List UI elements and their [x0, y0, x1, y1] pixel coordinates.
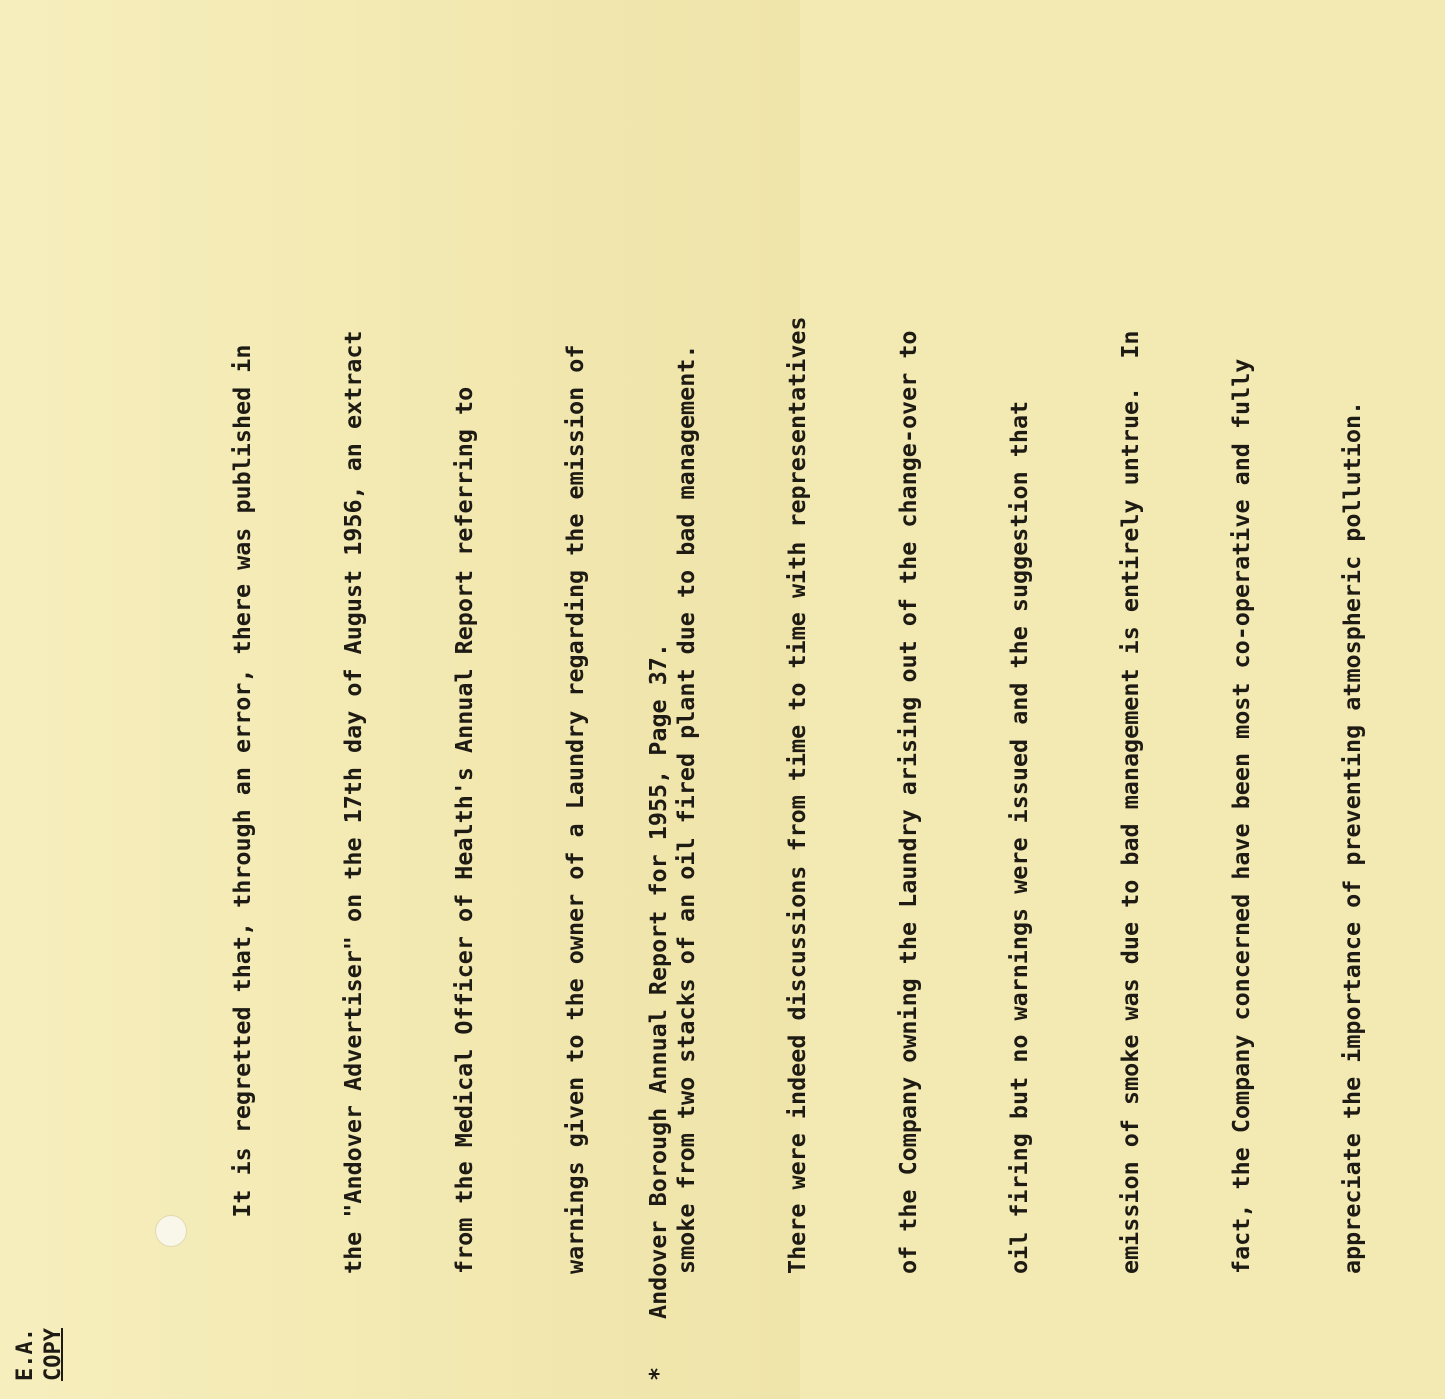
copy-stamp	[12, 1281, 68, 1381]
footnote-marker: *	[644, 1366, 672, 1381]
footnote-text: Andover Borough Annual Report for 1955, Page 37.	[644, 643, 672, 1319]
paragraph-line: fact, the Company concerned have been most co-operative and fully	[1227, 358, 1255, 1274]
paragraph-line: There were indeed discussions from time to time with representatives	[783, 316, 811, 1274]
paragraph-line: warnings given to the owner of a Laundry regarding the emission of	[561, 344, 589, 1274]
paragraph-line: smoke from two stacks of an oil fired plant due to bad management.	[672, 344, 700, 1274]
paragraph-line: It is regretted that, through an error, there was published in	[228, 344, 256, 1274]
correction-notice-paragraph	[150, 14, 1445, 1274]
paragraph-line: emission of smoke was due to bad management is entirely untrue. In	[1116, 330, 1144, 1274]
footnote	[643, 643, 673, 1381]
copy-label: COPY	[41, 1328, 66, 1381]
paragraph-line: appreciate the importance of preventing atmospheric pollution.	[1338, 400, 1366, 1274]
reference-mark: E.A.	[13, 1328, 38, 1381]
paragraph-line: of the Company owning the Laundry arising out of the change-over to	[894, 330, 922, 1274]
paragraph-line: from the Medical Officer of Health's Annual Report referring to	[450, 386, 478, 1274]
paragraph-line: oil firing but no warnings were issued and the suggestion that	[1005, 400, 1033, 1274]
paragraph-line: the "Andover Advertiser" on the 17th day of August 1956, an extract	[339, 330, 367, 1274]
